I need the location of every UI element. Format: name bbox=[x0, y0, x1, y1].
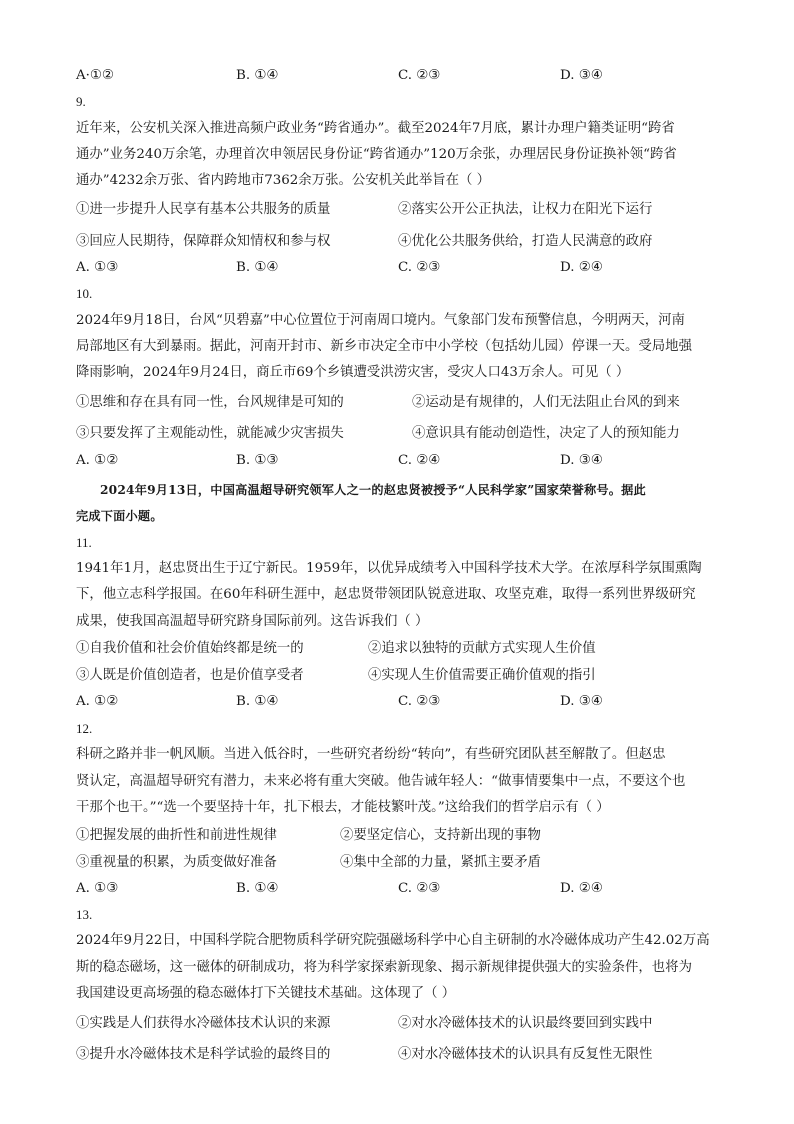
q8-option-b: B. ①④ bbox=[236, 68, 279, 83]
q11-stem-line-2: 下，他立志科学报国。在60年科研生涯中，赵忠贤带领团队锐意进取、攻坚克难，取得一系列世界级研究 bbox=[76, 587, 696, 602]
q12-option-c: C. ②③ bbox=[398, 881, 441, 896]
q13-statement-1: ①实践是人们获得水冷磁体技术认识的来源 bbox=[76, 1016, 331, 1031]
q10-statement-4: ④意识具有能动创造性，决定了人的预知能力 bbox=[412, 426, 680, 441]
q12-stem-line-3: 干那个也干。”“选一个要坚持十年，扎下根去，才能枝繁叶茂。”这给我们的哲学启示有（ ） bbox=[76, 800, 610, 815]
q12-option-a: A. ①③ bbox=[76, 881, 119, 896]
q12-statement-4: ④集中全部的力量，紧抓主要矛盾 bbox=[340, 855, 541, 870]
q12-statement-1: ①把握发展的曲折性和前进性规律 bbox=[76, 828, 277, 843]
q11-option-b: B. ①④ bbox=[236, 694, 279, 709]
q12-statement-3: ③重视量的积累，为质变做好准备 bbox=[76, 855, 277, 870]
q12-statement-2: ②要坚定信心，支持新出现的事物 bbox=[340, 828, 541, 843]
q10-statement-3: ③只要发挥了主观能动性，就能减少灾害损失 bbox=[76, 426, 344, 441]
q10-option-d: D. ③④ bbox=[560, 453, 603, 468]
q11-statement-4: ④实现人生价值需要正确价值观的指引 bbox=[368, 668, 596, 683]
q9-statement-1: ①进一步提升人民享有基本公共服务的质量 bbox=[76, 202, 331, 217]
q10-stem-line-1: 2024年9月18日，台风“贝碧嘉”中心位置位于河南周口境内。气象部门发布预警信息，今明两天，河南 bbox=[76, 313, 685, 328]
q9-option-b: B. ①④ bbox=[236, 260, 279, 275]
q10-stem-line-3: 降雨影响，2024年9月24日，商丘市69个乡镇遭受洪涝灾害，受灾人口43万余人。可见（ ） bbox=[76, 365, 630, 380]
q11-option-d: D. ③④ bbox=[560, 694, 603, 709]
q9-option-d: D. ②④ bbox=[560, 260, 603, 275]
q11-statement-3: ③人既是价值创造者，也是价值享受者 bbox=[76, 668, 304, 683]
q12-stem-line-1: 科研之路并非一帆风顺。当进入低谷时，一些研究者纷纷“转向”，有些研究团队甚至解散了。但赵忠 bbox=[76, 747, 666, 762]
q10-number: 10. bbox=[76, 286, 93, 301]
q13-stem-line-2: 斯的稳态磁场，这一磁体的研制成功，将为科学家探索新现象、揭示新规律提供强大的实验条件，也将为 bbox=[76, 960, 692, 975]
q10-stem-line-2: 局部地区有大到暴雨。据此，河南开封市、新乡市决定全市中小学校（包括幼儿园）停课一天。受局地强 bbox=[76, 339, 692, 354]
q9-option-a: A. ①③ bbox=[76, 260, 119, 275]
intro-line-1: 2024年9月13日，中国高温超导研究领军人之一的赵忠贤被授予“人民科学家”国家荣誉称号。据此 bbox=[100, 483, 646, 497]
q8-option-c: C. ②③ bbox=[398, 68, 441, 83]
q13-statement-4: ④对水冷磁体技术的认识具有反复性无限性 bbox=[398, 1047, 653, 1062]
q9-statement-4: ④优化公共服务供给，打造人民满意的政府 bbox=[398, 234, 653, 249]
q9-stem-line-3: 通办”4232余万张、省内跨地市7362余万张。公安机关此举旨在（ ） bbox=[76, 173, 491, 188]
q10-option-c: C. ②④ bbox=[398, 453, 441, 468]
q8-option-a: A·①② bbox=[76, 68, 114, 83]
q11-number: 11. bbox=[76, 535, 92, 550]
q9-stem-line-1: 近年来，公安机关深入推进高频户政业务“跨省通办”。截至2024年7月底，累计办理户籍类证明“跨省 bbox=[76, 121, 675, 136]
q11-option-c: C. ②③ bbox=[398, 694, 441, 709]
q11-stem-line-3: 成果，使我国高温超导研究跻身国际前列。这告诉我们（ ） bbox=[76, 614, 429, 629]
q11-option-a: A. ①② bbox=[76, 694, 119, 709]
intro-line-2: 完成下面小题。 bbox=[76, 509, 163, 523]
q13-statement-3: ③提升水冷磁体技术是科学试验的最终目的 bbox=[76, 1047, 331, 1062]
q9-number: 9. bbox=[76, 94, 86, 109]
q13-stem-line-3: 我国建设更高场强的稳态磁体打下关键技术基础。这体现了（ ） bbox=[76, 986, 456, 1001]
q9-statement-3: ③回应人民期待，保障群众知情权和参与权 bbox=[76, 234, 331, 249]
q11-statement-2: ②追求以独特的贡献方式实现人生价值 bbox=[368, 641, 596, 656]
q13-number: 13. bbox=[76, 907, 93, 922]
q11-statement-1: ①自我价值和社会价值始终都是统一的 bbox=[76, 641, 304, 656]
q12-option-b: B. ①④ bbox=[236, 881, 279, 896]
q8-option-d: D. ③④ bbox=[560, 68, 603, 83]
q10-option-a: A. ①② bbox=[76, 453, 119, 468]
q12-stem-line-2: 贤认定，高温超导研究有潜力，未来必将有重大突破。他告诫年轻人：“做事情要集中一点，不要这个也 bbox=[76, 774, 686, 789]
q9-option-c: C. ②③ bbox=[398, 260, 441, 275]
q9-statement-2: ②落实公开公正执法，让权力在阳光下运行 bbox=[398, 202, 653, 217]
q10-statement-1: ①思维和存在具有同一性，台风规律是可知的 bbox=[76, 395, 344, 410]
q13-stem-line-1: 2024年9月22日，中国科学院合肥物质科学研究院强磁场科学中心自主研制的水冷磁体成功产生42.02万高 bbox=[76, 933, 710, 948]
q11-stem-line-1: 1941年1月，赵忠贤出生于辽宁新民。1959年，以优异成绩考入中国科学技术大学。在浓厚科学氛围熏陶 bbox=[76, 561, 702, 576]
q10-statement-2: ②运动是有规律的，人们无法阻止台风的到来 bbox=[412, 395, 680, 410]
q12-option-d: D. ②④ bbox=[560, 881, 603, 896]
q12-number: 12. bbox=[76, 721, 93, 736]
q9-stem-line-2: 通办”业务240万余笔，办理首次申领居民身份证“跨省通办”120万余张，办理居民身份证换补领“跨省 bbox=[76, 147, 677, 162]
q13-statement-2: ②对水冷磁体技术的认识最终要回到实践中 bbox=[398, 1016, 653, 1031]
q10-option-b: B. ①③ bbox=[236, 453, 279, 468]
